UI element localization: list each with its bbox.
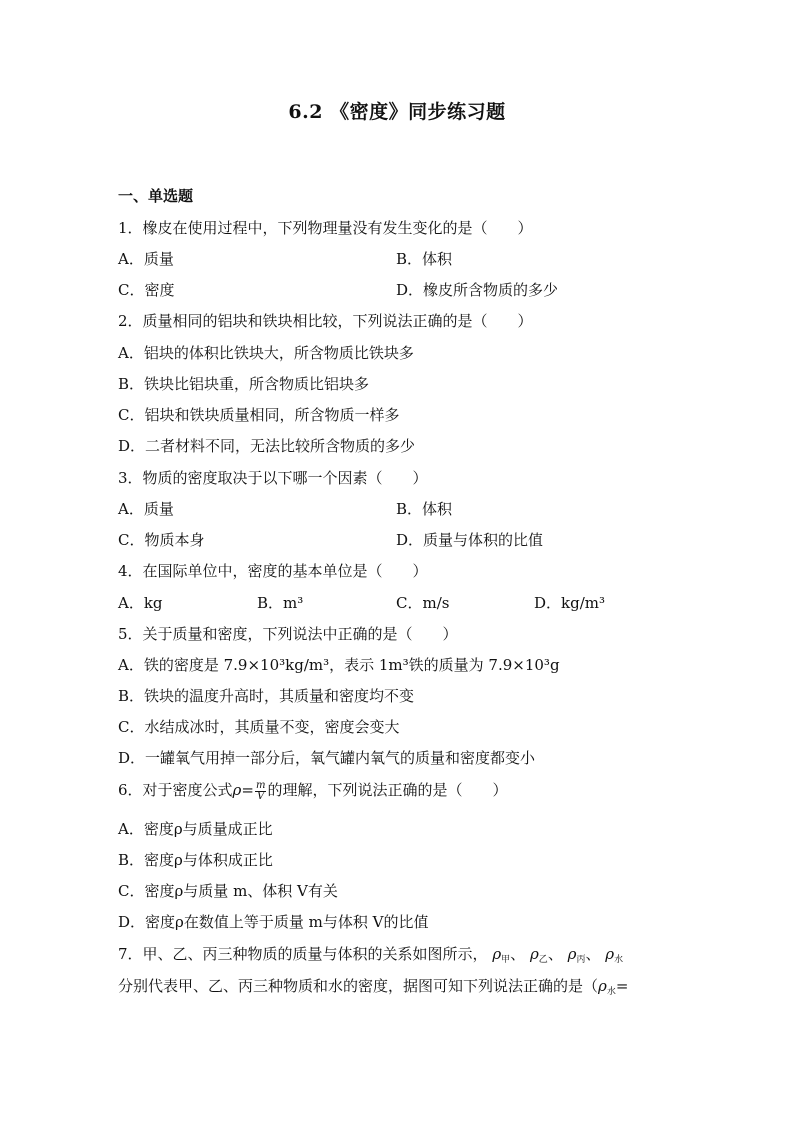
page-title: 6.2 《密度》同步练习题 [288, 101, 506, 123]
question-6-option-b: B．密度ρ与体积成正比 [118, 851, 273, 869]
question-3-option-a: A．质量 [118, 500, 174, 518]
question-4-option-a: A．kg [118, 594, 163, 612]
question-5-option-d: D．一罐氧气用掉一部分后，氧气罐内氧气的质量和密度都变小 [118, 749, 536, 767]
question-7-line-2 [118, 975, 628, 997]
subscript-water: 水 [606, 987, 616, 997]
question-7-line-1 [118, 943, 623, 965]
density-formula-fraction [255, 781, 266, 802]
question-5-option-c: C．水结成冰时，其质量不变，密度会变大 [118, 718, 400, 736]
question-1-option-a: A．质量 [118, 250, 174, 268]
separator-3: 、 [585, 945, 601, 963]
question-3-option-c: C．物质本身 [118, 531, 205, 549]
question-3-option-d: D．质量与体积的比值 [396, 531, 544, 549]
fraction-denominator: V [257, 790, 265, 802]
density-symbol: ρ [232, 781, 242, 799]
question-1-stem: 1．橡皮在使用过程中，下列物理量没有发生变化的是（ ） [118, 219, 533, 237]
question-1-option-d: D．橡皮所含物质的多少 [396, 281, 559, 299]
subscript-yi: 乙 [538, 955, 548, 965]
question-6-stem-prefix: 6．对于密度公式 [118, 781, 233, 799]
question-3-option-b: B．体积 [396, 500, 453, 518]
question-5-option-a: A．铁的密度是 7.9×10³kg/m³，表示 1m³铁的质量为 7.9×10³g [118, 656, 560, 674]
question-6-option-d: D．密度ρ在数值上等于质量 m与体积 V的比值 [118, 913, 429, 931]
question-3-stem: 3．物质的密度取决于以下哪一个因素（ ） [118, 469, 428, 487]
question-4-option-d: D．kg/m³ [534, 594, 606, 612]
fraction-numerator: m [255, 779, 266, 791]
question-5-stem: 5．关于质量和密度，下列说法中正确的是（ ） [118, 625, 458, 643]
question-7-line-1-text: 7．甲、乙、丙三种物质的质量与体积的关系如图所示， [118, 945, 488, 963]
question-6-option-c: C．密度ρ与质量 m、体积 V有关 [118, 882, 338, 900]
rho-symbol-yi: ρ [529, 945, 539, 963]
rho-symbol-water: ρ [598, 977, 607, 995]
question-1-option-c: C．密度 [118, 281, 175, 299]
subscript-jia: 甲 [501, 955, 511, 965]
separator-2: 、 [547, 945, 563, 963]
question-2-option-d: D．二者材料不同，无法比较所含物质的多少 [118, 437, 416, 455]
separator-1: 、 [510, 945, 526, 963]
question-4-stem: 4．在国际单位中，密度的基本单位是（ ） [118, 562, 428, 580]
question-2-option-c: C．铝块和铁块质量相同，所含物质一样多 [118, 406, 400, 424]
question-6-stem [118, 779, 507, 802]
subscript-shui: 水 [614, 955, 624, 965]
section-heading: 一、单选题 [118, 187, 194, 205]
question-2-stem: 2．质量相同的铝块和铁块相比较，下列说法正确的是（ ） [118, 312, 533, 330]
question-1-option-b: B．体积 [396, 250, 453, 268]
question-2-option-b: B．铁块比铝块重，所含物质比铝块多 [118, 375, 370, 393]
question-7-line-2-text: 分别代表甲、乙、丙三种物质和水的密度，据图可知下列说法正确的是（ [118, 977, 599, 995]
rho-symbol-bing: ρ [567, 945, 577, 963]
rho-symbol-jia: ρ [492, 945, 502, 963]
question-4-option-b: B．m³ [257, 594, 304, 612]
equals-sign: = [241, 781, 254, 799]
question-4-option-c: C．m/s [396, 594, 450, 612]
question-2-option-a: A．铝块的体积比铁块大，所含物质比铁块多 [118, 344, 414, 362]
question-6-stem-suffix: 的理解，下列说法正确的是（ ） [267, 781, 508, 799]
equals-sign-2: = [615, 977, 629, 995]
question-5-option-b: B．铁块的温度升高时，其质量和密度均不变 [118, 687, 415, 705]
question-6-option-a: A．密度ρ与质量成正比 [118, 820, 273, 838]
subscript-bing: 丙 [576, 955, 586, 965]
rho-symbol-shui: ρ [605, 945, 615, 963]
